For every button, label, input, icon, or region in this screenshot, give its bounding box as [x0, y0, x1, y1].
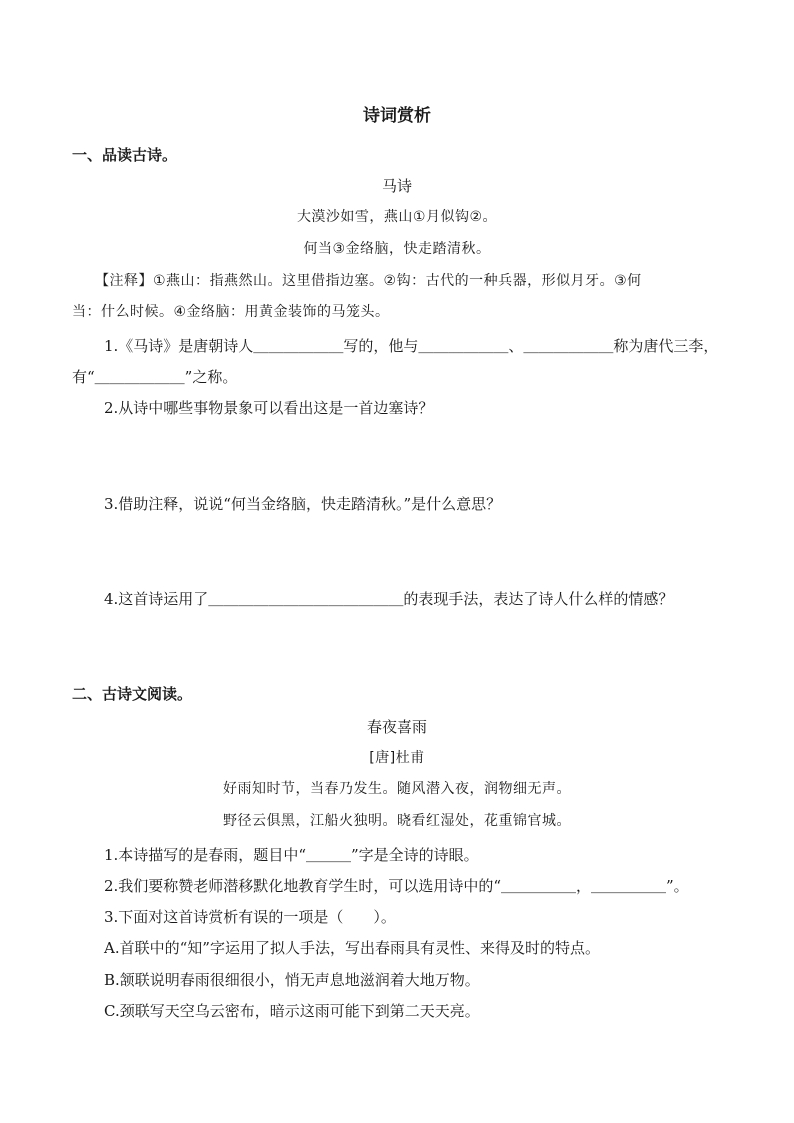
- poem1-note-line2: 当：什么时候。④金络脑：用黄金装饰的马笼头。: [72, 304, 390, 320]
- poem2-title: 春夜喜雨: [366, 718, 427, 736]
- poem1-note-line1: 【注释】①燕山：指燕然山。这里借指边塞。②钩：古代的一种兵器，形似月牙。③何: [95, 273, 642, 289]
- poem1-title: 马诗: [381, 177, 412, 195]
- s2-question2: 2.我们要称赞老师潜移默化地教育学生时，可以选用诗中的“＿＿＿＿＿，＿＿＿＿＿”。: [104, 877, 689, 895]
- section2-heading: 二、古诗文阅读。: [72, 685, 193, 703]
- s1-question1-line1: 1.《马诗》是唐朝诗人＿＿＿＿＿＿写的，他与＿＿＿＿＿＿、＿＿＿＿＿＿称为唐代三李，: [104, 337, 719, 355]
- s2-option-b: B.颔联说明春雨很细很小，悄无声息地滋润着大地万物。: [104, 971, 480, 989]
- s2-option-a: A.首联中的“知”字运用了拟人手法，写出春雨具有灵性、来得及时的特点。: [104, 939, 600, 957]
- s1-question2: 2.从诗中哪些事物景象可以看出这是一首边塞诗？: [104, 399, 434, 417]
- poem2-author: [唐]杜甫: [369, 750, 425, 766]
- s2-question3: 3.下面对这首诗赏析有误的一项是（ ）。: [104, 908, 396, 926]
- page-title: 诗词赏析: [363, 106, 431, 126]
- poem1-line2: 何当③金络脑，快走踏清秋。: [303, 241, 491, 257]
- s1-question3: 3.借助注释，说说“何当金络脑，快走踏清秋。”是什么意思？: [104, 495, 502, 513]
- poem2-line1: 好雨知时节，当春乃发生。随风潜入夜，润物细无声。: [223, 781, 571, 797]
- poem2-line2: 野径云俱黑，江船火独明。晓看红湿处，花重锦官城。: [223, 813, 571, 829]
- section1-heading: 一、品读古诗。: [72, 146, 178, 164]
- poem1-line1: 大漠沙如雪，燕山①月似钩②。: [296, 209, 498, 225]
- s1-question4: 4.这首诗运用了＿＿＿＿＿＿＿＿＿＿＿＿＿的表现手法，表达了诗人什么样的情感？: [104, 590, 674, 608]
- s2-question1: 1.本诗描写的是春雨，题目中“＿＿＿”字是全诗的诗眼。: [104, 846, 479, 864]
- s2-option-c: C.颈联写天空乌云密布，暗示这雨可能下到第二天天亮。: [104, 1002, 480, 1020]
- s1-question1-line2: 有“＿＿＿＿＿＿”之称。: [72, 368, 238, 386]
